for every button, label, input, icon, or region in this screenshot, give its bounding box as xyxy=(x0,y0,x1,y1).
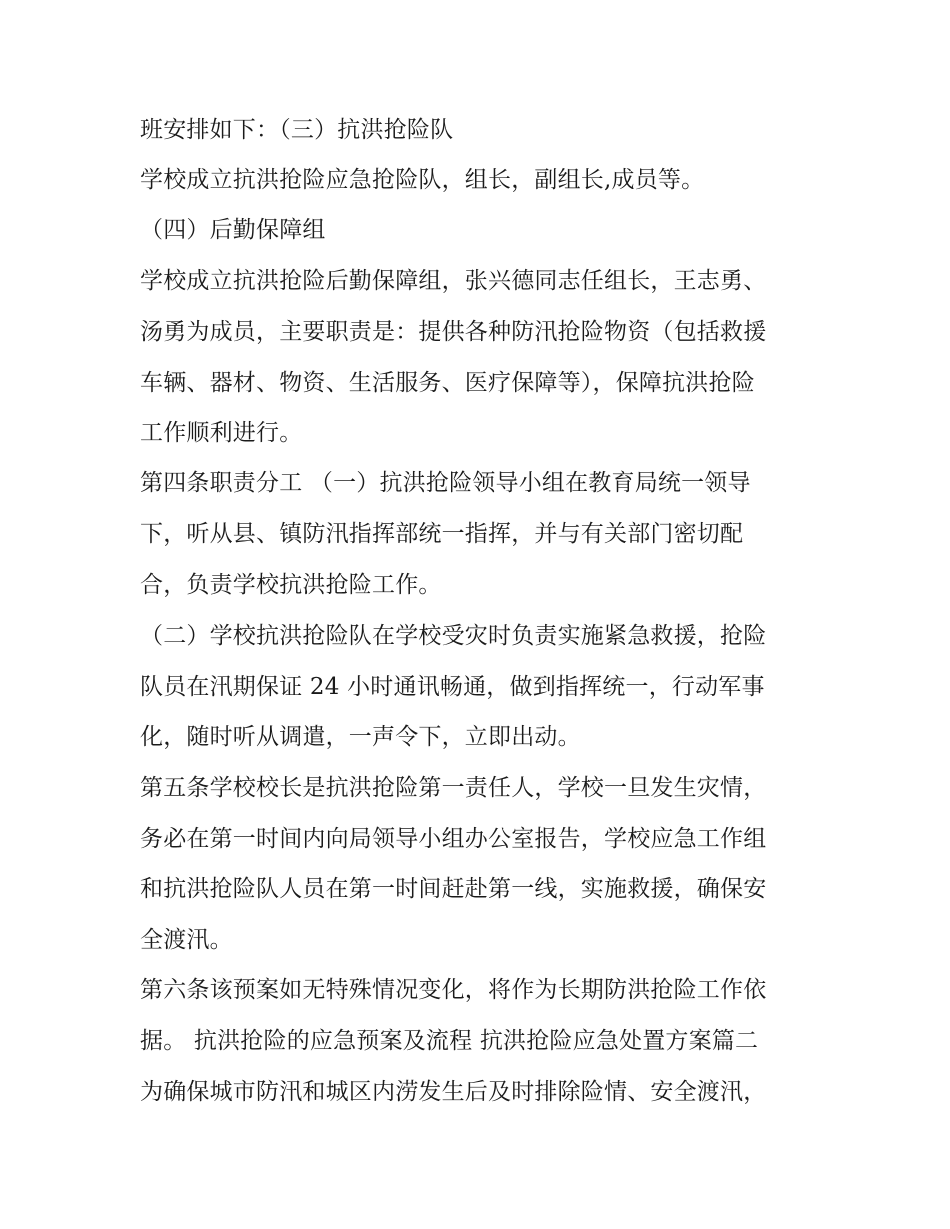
text-line: 汤勇为成员，主要职责是：提供各种防汛抢险物资（包括救援 xyxy=(140,319,767,345)
text-line: 班安排如下：（三）抗洪抢险队 xyxy=(140,117,454,143)
text-line: 队员在汛期保证 24 小时通讯畅通，做到指挥统一，行动军事 xyxy=(140,674,765,700)
text-line: 学校成立抗洪抢险后勤保障组，张兴德同志任组长，王志勇、 xyxy=(140,268,767,294)
text-line: 化，随时听从调遣，一声令下，立即出动。 xyxy=(140,724,581,750)
text-line: 据。 抗洪抢险的应急预案及流程 抗洪抢险应急处置方案篇二 xyxy=(140,1028,759,1054)
text-line: （四）后勤保障组 xyxy=(140,217,326,243)
text-line: 下，听从县、镇防汛指挥部统一指挥，并与有关部门密切配 xyxy=(140,521,744,547)
text-line: 为确保城市防汛和城区内涝发生后及时排除险情、安全渡汛， xyxy=(140,1079,767,1105)
text-line: 务必在第一时间内向局领导小组办公室报告，学校应急工作组 xyxy=(140,826,767,852)
text-line: 第五条学校校长是抗洪抢险第一责任人，学校一旦发生灾情， xyxy=(140,775,767,801)
text-line: 全渡汛。 xyxy=(140,927,233,953)
text-line: 和抗洪抢险队人员在第一时间赶赴第一线，实施救援，确保安 xyxy=(140,876,767,902)
text-line: 第六条该预案如无特殊情况变化，将作为长期防洪抢险工作依 xyxy=(140,977,767,1003)
text-line: 学校成立抗洪抢险应急抢险队，组长，副组长,成员等。 xyxy=(140,167,705,193)
text-line: 合，负责学校抗洪抢险工作。 xyxy=(140,572,442,598)
text-line: 第四条职责分工 （一）抗洪抢险领导小组在教育局统一领导 xyxy=(140,470,751,496)
text-line: 车辆、器材、物资、生活服务、医疗保障等），保障抗洪抢险 xyxy=(140,370,755,396)
text-line: 工作顺利进行。 xyxy=(140,420,303,446)
text-line: （二）学校抗洪抢险队在学校受灾时负责实施紧急救援，抢险 xyxy=(140,623,767,649)
